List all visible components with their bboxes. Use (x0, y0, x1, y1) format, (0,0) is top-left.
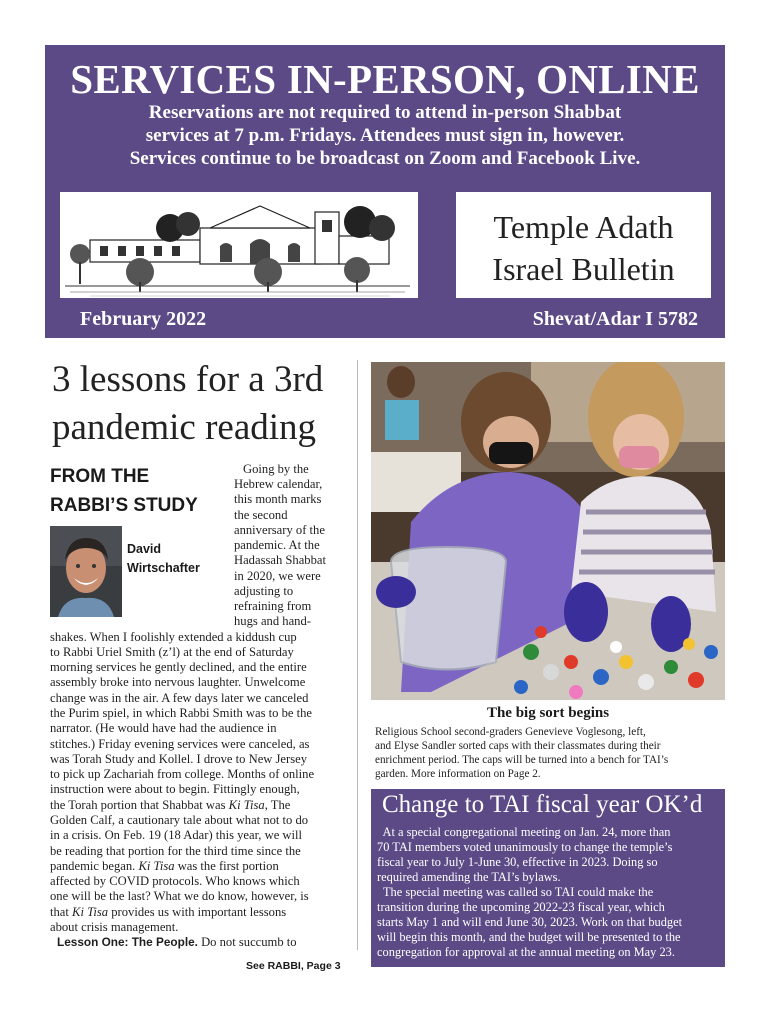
masthead-subtitle (65, 101, 705, 170)
body-line: affected by COVID protocols. Who knows which (50, 874, 300, 888)
fiscal-line: will begin this month, and the budget will be presented to the (377, 930, 681, 944)
body-line: change was in the air. A few days later we canceled (50, 691, 309, 705)
body-line: Golden Calf, a cautionary tale about what not to do (50, 813, 309, 827)
headline-line: pandemic reading (52, 407, 317, 448)
intro-line: Hadassah Shabbat (234, 553, 326, 567)
subtitle-line: services at 7 p.m. Fridays. Attendees must sign in, however. (145, 125, 625, 146)
intro-line: anniversary of the (234, 523, 325, 537)
body-line: assembly broke into nervous laughter. Unwelcome (50, 675, 306, 689)
body-line: shakes. When I foolishly extended a kiddush cup (50, 630, 297, 644)
body-line: stitches.) Friday evening services were canceled, as (50, 737, 310, 751)
lesson-text: Do not succumb to (197, 935, 297, 949)
fiscal-line: fiscal year to July 1-June 30, effective in 2023. Doing so (377, 855, 658, 869)
intro-line: pandemic. At the (234, 538, 320, 552)
bulletin-name-line: Temple Adath (493, 209, 674, 245)
cap-sorting-photo (371, 362, 725, 700)
column-heading (50, 462, 220, 520)
body-line: to pick up Zachariah from college. Months of online (50, 767, 315, 781)
intro-line: this month marks (234, 492, 322, 506)
fiscal-line: The special meeting was called so TAI could make the (377, 885, 654, 899)
photo-caption-line: and Elyse Sandler sorted caps with their classmates during their (375, 740, 661, 752)
photo-caption-line: garden. More information on Page 2. (375, 768, 541, 780)
headline-line: 3 lessons for a 3rd (52, 359, 324, 400)
author-name-line: Wirtschafter (127, 561, 200, 575)
intro-line: the second (234, 508, 288, 522)
lesson-line (57, 935, 297, 950)
body-line: that Ki Tisa provides us with important lessons (50, 905, 287, 919)
body-line: about crisis management. (50, 920, 179, 934)
author-name-line: David (127, 542, 162, 556)
intro-line: in 2020, we were (234, 569, 321, 583)
hebrew-date: Shevat/Adar I 5782 (532, 308, 698, 330)
intro-line: refraining from (234, 599, 312, 613)
photo-caption-line: enrichment period. The caps will be turned into a bench for TAI’s (375, 754, 669, 766)
bulletin-name (456, 206, 711, 290)
body-line: be reading that portion for the third time since the (50, 844, 301, 858)
fiscal-line: congregation for approval at the annual meeting on May 23. (377, 945, 675, 959)
body-line: narrator. (He would have had the audience in (50, 721, 277, 735)
body-line: to Rabbi Uriel Smith (z’l) at the end of Saturday (50, 645, 294, 659)
body-line: morning services he gently declined, and the entire (50, 660, 307, 674)
temple-sketch-image (60, 192, 418, 298)
intro-line: Hebrew calendar, (234, 477, 323, 491)
photo-caption-title: The big sort begins (486, 705, 610, 721)
bulletin-name-line: Israel Bulletin (492, 251, 675, 287)
photo-caption-line: Religious School second-graders Genevieve Voglesong, left, (375, 726, 646, 738)
fiscal-line: 70 TAI members voted unanimously to change the temple’s (377, 840, 673, 854)
fiscal-title: Change to TAI fiscal year OK’d (382, 791, 703, 818)
body-line: was Torah Study and Kollel. I drove to New Jersey (50, 752, 308, 766)
fiscal-line: starts May 1 and will end June 30, 2023. Work on that budget (377, 915, 683, 929)
subtitle-line: Services continue to be broadcast on Zoom and Facebook Live. (129, 148, 641, 169)
masthead-title: SERVICES IN-PERSON, ONLINE (70, 56, 700, 102)
lesson-label: Lesson One: The People. (57, 935, 198, 949)
intro-line: hugs and hand- (234, 614, 311, 628)
fiscal-year-box (371, 789, 725, 967)
intro-line: Going by the (243, 462, 309, 476)
body-line: pandemic began. Ki Tisa was the first portion (50, 859, 279, 873)
body-line: in a crisis. On Feb. 19 (18 Adar) this year, we will (50, 828, 303, 842)
fiscal-line: At a special congregational meeting on Jan. 24, more than (377, 825, 671, 839)
column-divider (357, 360, 358, 950)
author-name (127, 540, 200, 578)
column-heading-line: RABBI’S STUDY (50, 495, 198, 516)
author-photo (50, 526, 122, 617)
body-line: one will be the last? What we do know, however, is (50, 889, 309, 903)
subtitle-line: Reservations are not required to attend in-person Shabbat (148, 102, 622, 123)
bulletin-name-box (456, 192, 711, 298)
body-line: the Purim spiel, in which Rabbi Smith was to be the (50, 706, 312, 720)
article-headline (52, 356, 352, 452)
masthead (45, 45, 725, 338)
fiscal-line: required amending the TAI’s bylaws. (377, 870, 561, 884)
fiscal-line: transition during the upcoming 2022-23 fiscal year, which (377, 900, 665, 914)
issue-date: February 2022 (80, 308, 207, 330)
intro-line: adjusting to (234, 584, 294, 598)
column-heading-line: FROM THE (50, 466, 150, 487)
body-line: instruction were about to begin. Fittingly enough, (50, 782, 300, 796)
continued-link[interactable]: See RABBI, Page 3 (246, 960, 341, 972)
body-line: the Torah portion that Shabbat was Ki Tisa, The (50, 798, 291, 812)
